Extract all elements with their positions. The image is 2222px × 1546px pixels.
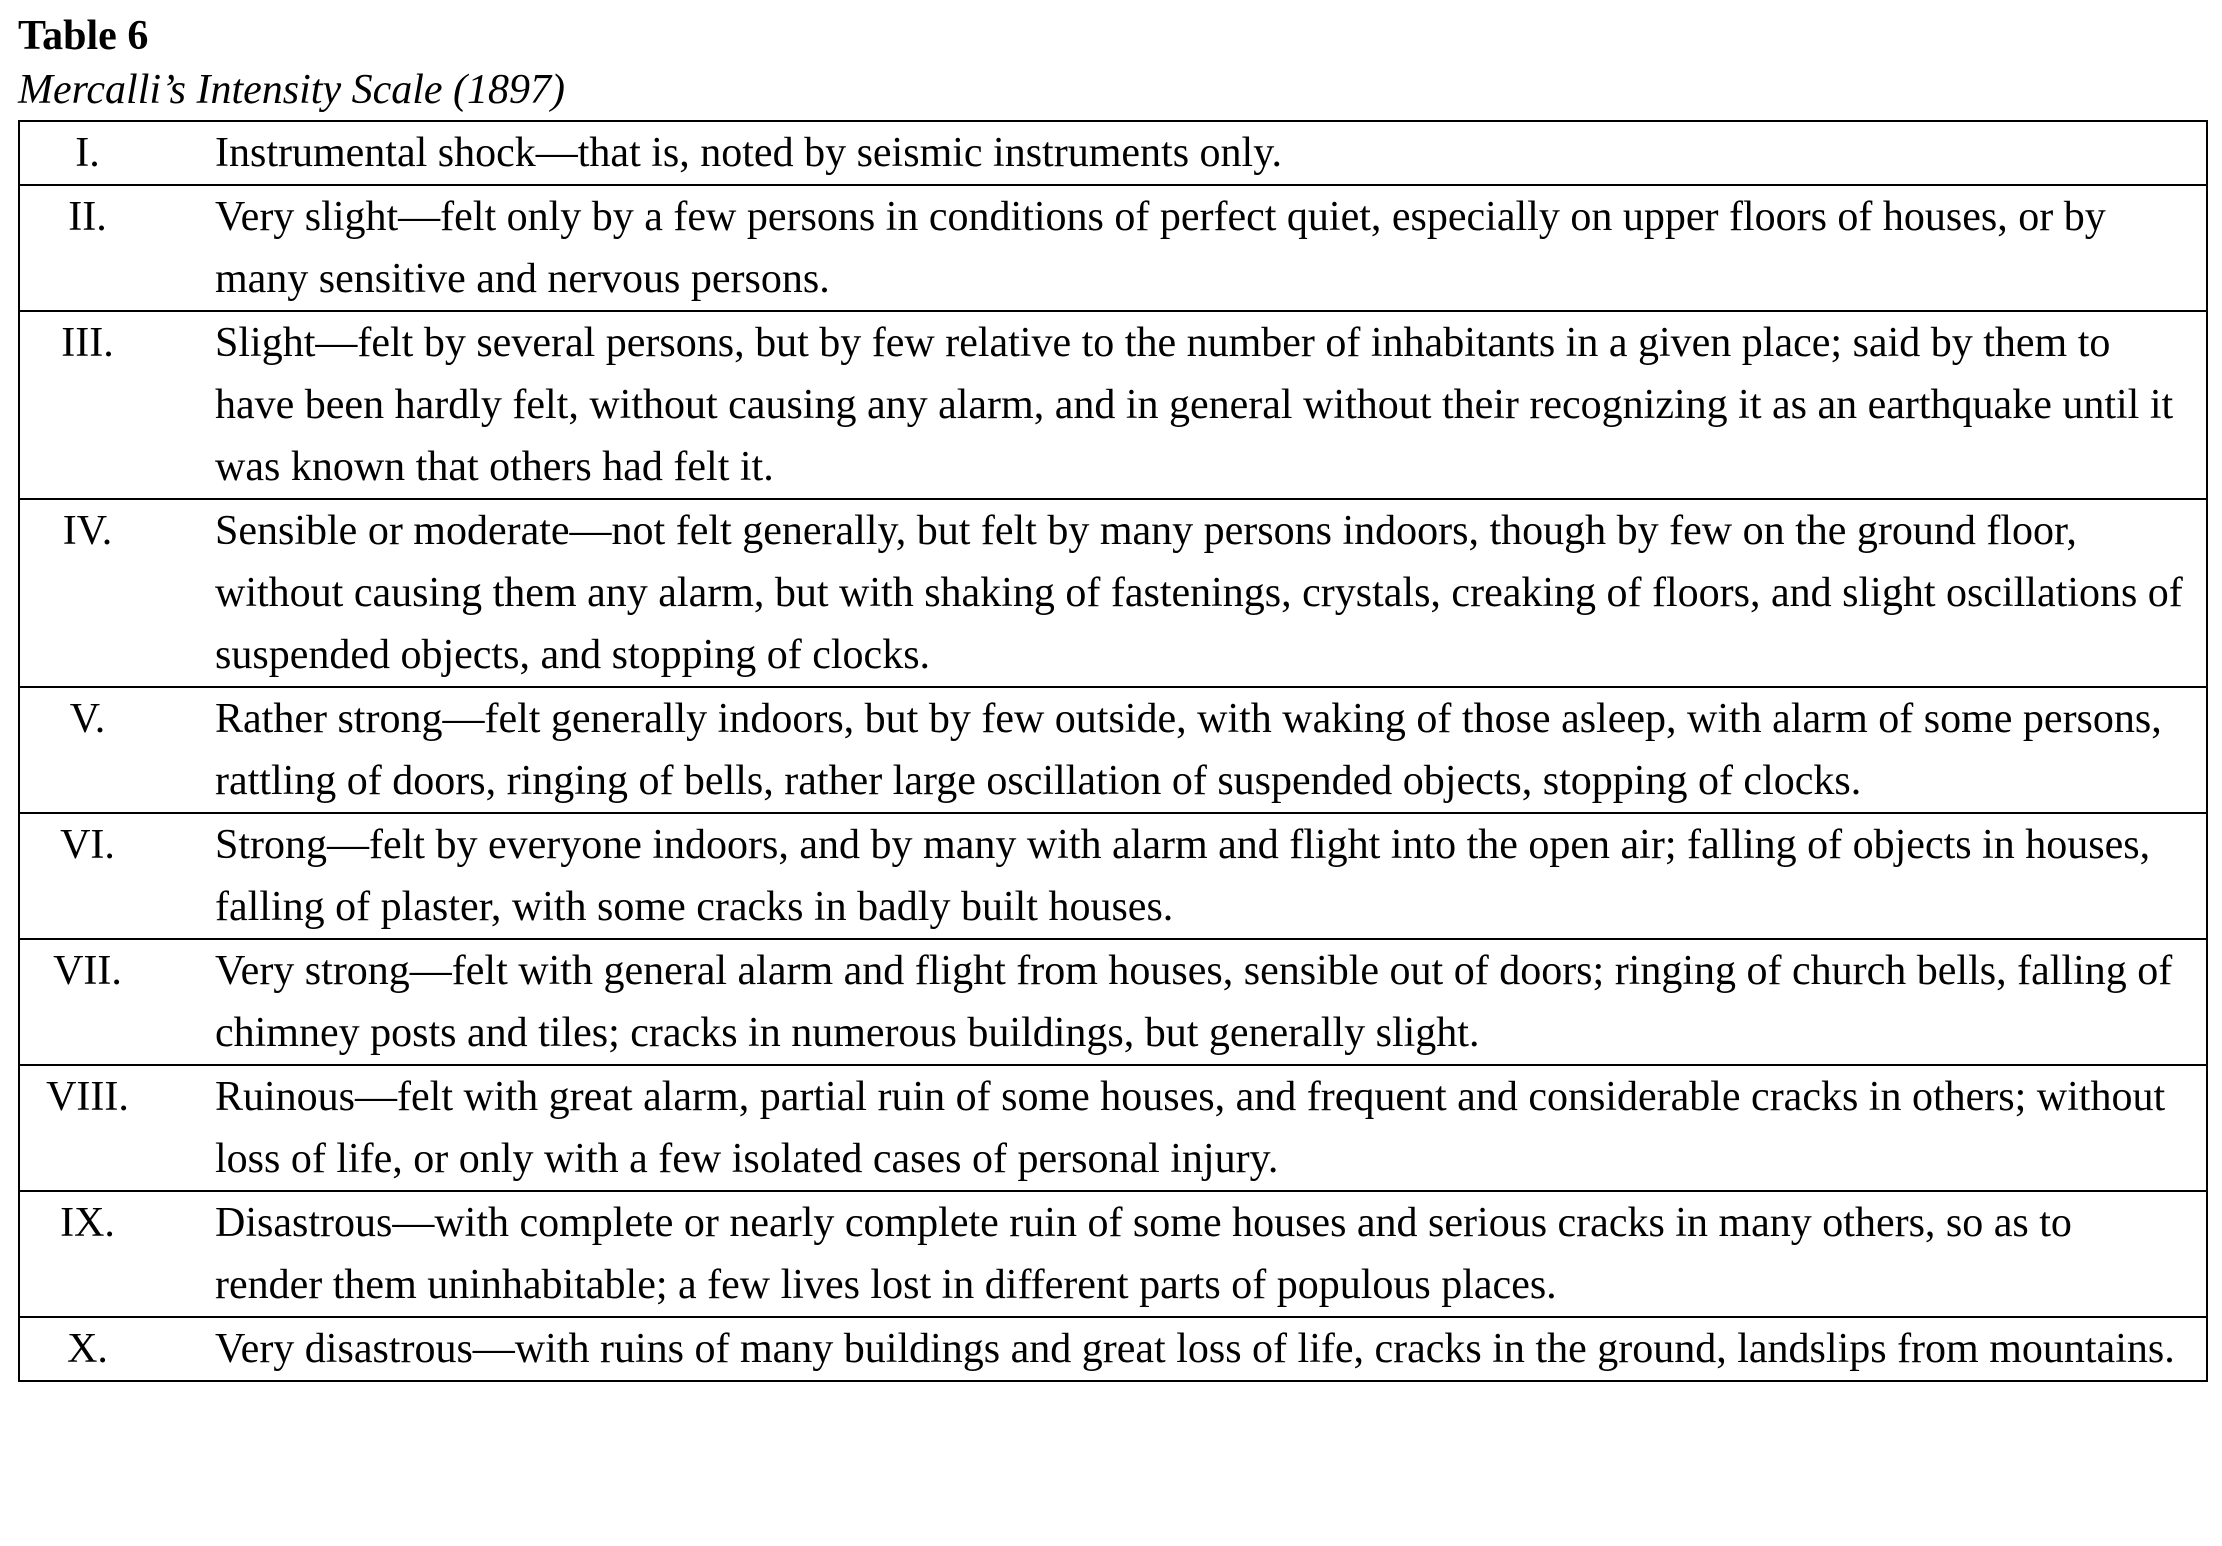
intensity-numeral: VII. <box>19 939 215 1065</box>
intensity-numeral: VIII. <box>19 1065 215 1191</box>
intensity-description: Ruinous—felt with great alarm, partial ruin of some houses, and frequent and considerable cracks in others; without loss of life, or only with a few isolated cases of personal injury. <box>215 1065 2207 1191</box>
intensity-scale-table <box>18 120 2208 1382</box>
intensity-description: Strong—felt by everyone indoors, and by many with alarm and flight into the open air; falling of objects in houses, falling of plaster, with some cracks in badly built houses. <box>215 813 2207 939</box>
table-row <box>19 687 2207 813</box>
table-caption: Mercalli’s Intensity Scale (1897) <box>18 67 566 113</box>
intensity-description: Very strong—felt with general alarm and flight from houses, sensible out of doors; ringing of church bells, falling of chimney posts and tiles; cracks in numerous buildings, but generally slight. <box>215 939 2207 1065</box>
document <box>18 10 2208 1382</box>
table-row <box>19 121 2207 185</box>
intensity-description: Very slight—felt only by a few persons in conditions of perfect quiet, especially on upper floors of houses, or by many sensitive and nervous persons. <box>215 185 2207 311</box>
intensity-numeral: II. <box>19 185 215 311</box>
table-row <box>19 1317 2207 1381</box>
table-row <box>19 939 2207 1065</box>
intensity-numeral: X. <box>19 1317 215 1381</box>
table-row <box>19 813 2207 939</box>
intensity-description: Instrumental shock—that is, noted by seismic instruments only. <box>215 121 2207 185</box>
intensity-numeral: IV. <box>19 499 215 687</box>
intensity-description: Very disastrous—with ruins of many buildings and great loss of life, cracks in the ground, landslips from mountains. <box>215 1317 2207 1381</box>
intensity-numeral: I. <box>19 121 215 185</box>
table-row <box>19 1191 2207 1317</box>
table-row <box>19 185 2207 311</box>
intensity-description: Rather strong—felt generally indoors, but by few outside, with waking of those asleep, with alarm of some persons, rattling of doors, ringing of bells, rather large oscillation of suspended objects, stopping of clocks. <box>215 687 2207 813</box>
intensity-description: Slight—felt by several persons, but by few relative to the number of inhabitants in a given place; said by them to have been hardly felt, without causing any alarm, and in general without their recognizing it as an earthquake until it was known that others had felt it. <box>215 311 2207 499</box>
table-row <box>19 1065 2207 1191</box>
table-row <box>19 499 2207 687</box>
intensity-numeral: III. <box>19 311 215 499</box>
intensity-numeral: V. <box>19 687 215 813</box>
table-row <box>19 311 2207 499</box>
intensity-description: Disastrous—with complete or nearly complete ruin of some houses and serious cracks in many others, so as to render them uninhabitable; a few lives lost in different parts of populous places. <box>215 1191 2207 1317</box>
intensity-numeral: VI. <box>19 813 215 939</box>
table-label: Table 6 <box>18 13 149 59</box>
intensity-description: Sensible or moderate—not felt generally, but felt by many persons indoors, though by few on the ground floor, without causing them any alarm, but with shaking of fastenings, crystals, creaking of floors, and slight oscillations of suspended objects, and stopping of clocks. <box>215 499 2207 687</box>
intensity-numeral: IX. <box>19 1191 215 1317</box>
